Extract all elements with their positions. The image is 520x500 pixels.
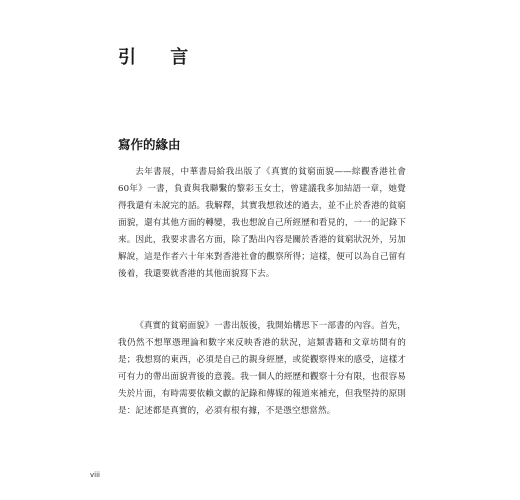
body-paragraph-2: 《真實的貧窮面貌》一書出版後，我開始構思下一部書的內容。首先，我仍然不想單憑理論和數字來反映香港的狀況，這類書籍和文章坊間有的是；我想寫的東西，必須是自己的親身經歷，或從觀察得來的感受，這樣才可有力的帶出面貌背後的意義。我一個人的經歷和觀察十分有限，也很容易失於片面，有時需要依賴文獻的記錄和傳媒的報道來補充，但我堅持的原則是：記述都是真實的，必須有根有據，不是憑空想當然。 [118, 321, 406, 416]
section-heading: 寫作的緣由 [118, 137, 181, 152]
chapter-title: 引 言 [118, 47, 203, 68]
body-paragraph-1: 去年書展，中華書局給我出版了《真實的貧窮面貌——綜觀香港社會60年》一書，負責與我聯繫的黎彩玉女士，曾建議我多加結語一章，她覺得我還有未說完的話。我解釋，其實我想敘述的過去，並不止於香港的貧窮面貌，還有其他方面的轉變，我也想說自己所經歷和看見的，一一的記錄下來。因此，我要求書名方面，除了點出內容是關於香港的貧窮狀況外，另加解說，這是作者六十年來對香港社會的觀察所得；這樣，便可以為自己留有後着，我還要就香港的其他面貌寫下去。 [118, 167, 406, 279]
page-number: viii [90, 471, 100, 479]
